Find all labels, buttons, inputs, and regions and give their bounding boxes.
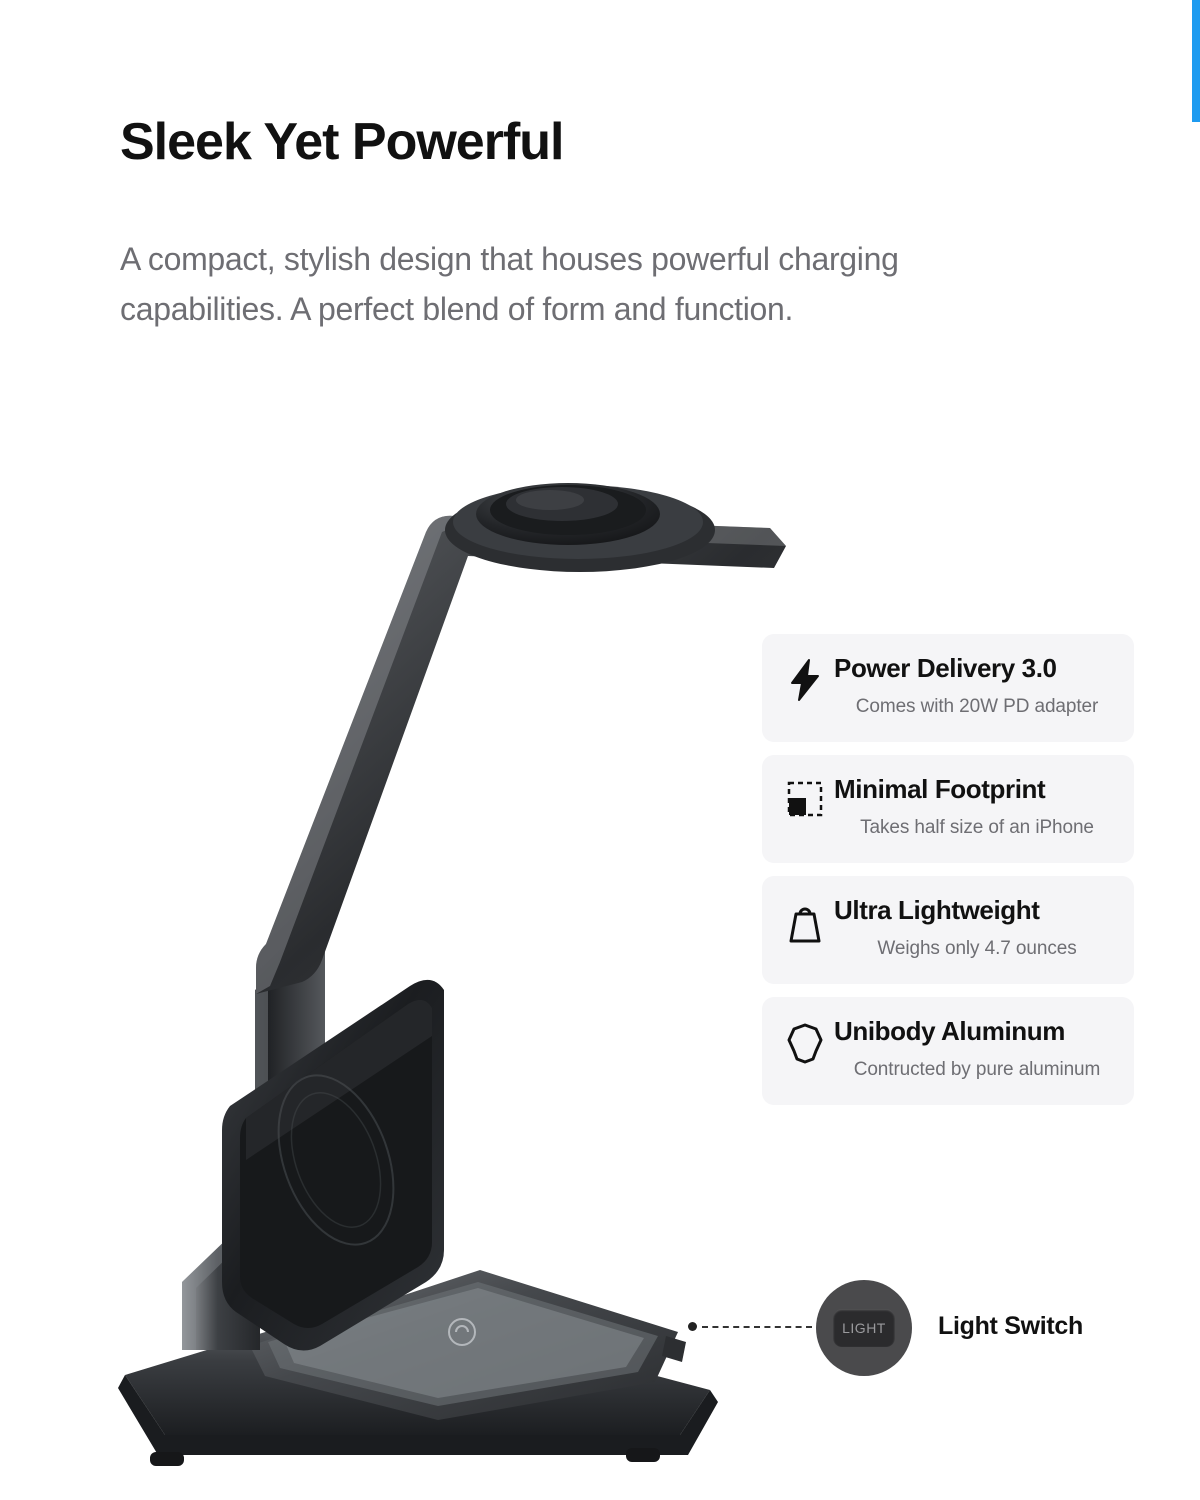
light-switch-button-label: LIGHT: [842, 1320, 886, 1336]
light-switch-zoom-bubble: [816, 1280, 912, 1376]
feature-card-power-delivery: [762, 634, 1134, 742]
feature-card-minimal-footprint: [762, 755, 1134, 863]
light-switch-callout: [680, 1280, 1160, 1380]
feature-subtitle: Contructed by pure aluminum: [853, 1058, 1101, 1080]
footprint-square-icon: [776, 771, 834, 823]
weight-icon: [776, 892, 834, 946]
page-subtitle: A compact, stylish design that houses powerful charging capabilities. A perfect blend of form and function.: [120, 241, 899, 327]
feature-subtitle: Weighs only 4.7 ounces: [877, 937, 1077, 959]
feature-text: [834, 892, 1120, 960]
feature-subtitle: Takes half size of an iPhone: [860, 816, 1094, 838]
callout-leader-line: [702, 1326, 812, 1328]
feature-list: [762, 634, 1134, 1118]
lightning-bolt-icon: [776, 650, 834, 702]
accent-strip: [1192, 0, 1200, 122]
feature-text: [834, 1013, 1120, 1081]
callout-label: Light Switch: [938, 1312, 1083, 1340]
feature-subtitle: Comes with 20W PD adapter: [855, 695, 1099, 717]
feature-text: [834, 771, 1120, 839]
feature-title: Unibody Aluminum: [834, 1016, 1065, 1046]
aluminum-block-icon: [776, 1013, 834, 1065]
feature-title: Ultra Lightweight: [834, 895, 1040, 925]
callout-anchor-dot: [688, 1322, 697, 1331]
feature-title: Power Delivery 3.0: [834, 653, 1057, 683]
feature-card-unibody-aluminum: [762, 997, 1134, 1105]
feature-card-ultra-lightweight: [762, 876, 1134, 984]
feature-text: [834, 650, 1120, 718]
light-switch-button[interactable]: [833, 1309, 895, 1347]
page-title: Sleek Yet Powerful: [120, 113, 564, 171]
feature-title: Minimal Footprint: [834, 774, 1046, 804]
